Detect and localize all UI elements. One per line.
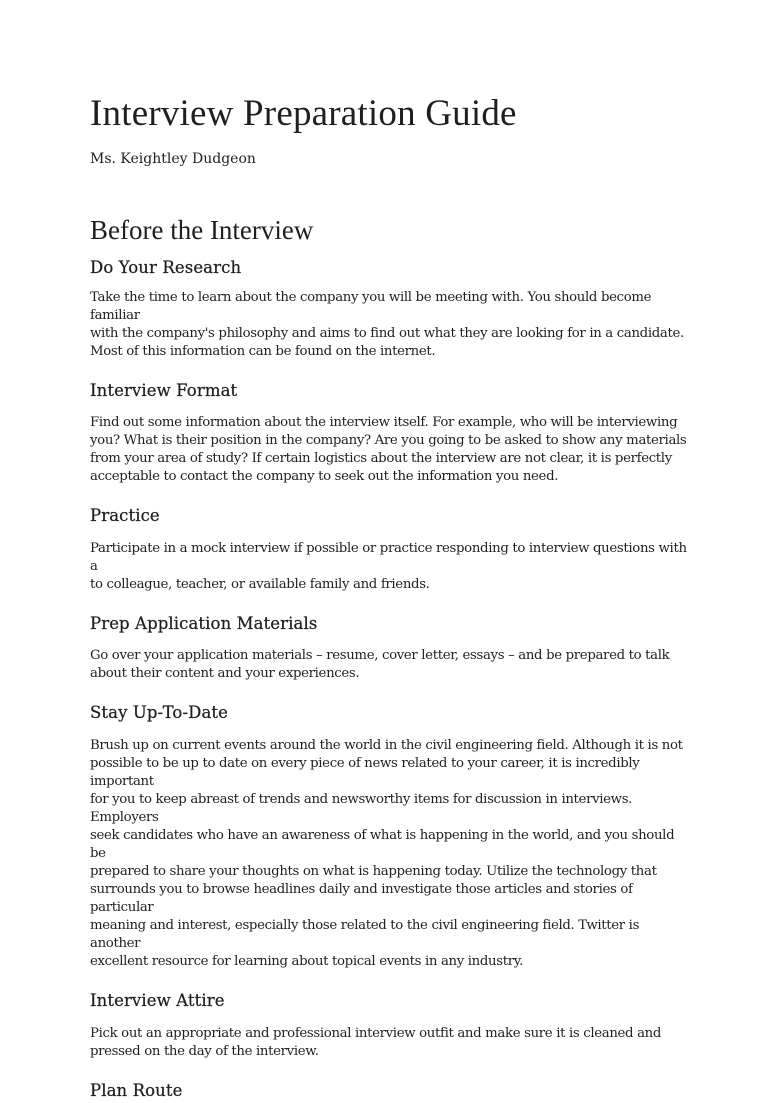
paragraph-line: to colleague, teacher, or available family and friends. [90,577,430,592]
subsection-heading: Practice [90,506,160,525]
paragraph-line: about their content and your experiences. [90,666,360,681]
author-name: Ms. Keightley Dudgeon [90,151,256,167]
paragraph-line: Go over your application materials – resume, cover letter, essays – and be prepared to talk [90,648,670,663]
paragraph-line: Pick out an appropriate and professional interview outfit and make sure it is cleaned and [90,1026,662,1041]
subsection-heading: Stay Up-To-Date [90,703,228,722]
paragraph-line: meaning and interest, especially those related to the civil engineering field. Twitter is another [90,918,640,951]
subsection-list [90,256,690,1103]
paragraph-line: Participate in a mock interview if possible or practice responding to interview questions with a [90,541,687,574]
paragraph-line: for you to keep abreast of trends and newsworthy items for discussion in interviews. Employers [90,792,633,825]
subsection-paragraph [90,737,690,971]
subsection-paragraph [90,414,690,486]
paragraph-line: prepared to share your thoughts on what is happening today. Utilize the technology that [90,864,657,879]
section-heading: Before the Interview [90,215,314,245]
paragraph-line: seek candidates who have an awareness of what is happening in the world, and you should be [90,828,675,861]
subsection-heading: Interview Format [90,381,238,400]
subsection-heading: Interview Attire [90,991,225,1010]
document-title: Interview Preparation Guide [90,93,517,134]
subsection-paragraph [90,289,690,361]
paragraph-line: Brush up on current events around the world in the civil engineering field. Although it is not [90,738,683,753]
paragraph-line: pressed on the day of the interview. [90,1044,319,1059]
subsection-heading: Do Your Research [90,258,242,277]
subsection-heading: Plan Route [90,1081,183,1100]
paragraph-line: Most of this information can be found on the internet. [90,344,436,359]
document-body [90,92,690,1103]
paragraph-line: you? What is their position in the company? Are you going to be asked to show any materials [90,433,687,448]
paragraph-line: from your area of study? If certain logistics about the interview are not clear, it is perfectly [90,451,672,466]
paragraph-line: possible to be up to date on every piece of news related to your career, it is incredibly important [90,756,640,789]
paragraph-line: surrounds you to browse headlines daily and investigate those articles and stories of particular [90,882,633,915]
subsection-paragraph [90,647,690,683]
subsection-paragraph [90,540,690,594]
subsection-paragraph [90,1025,690,1061]
subsection-heading: Prep Application Materials [90,614,318,633]
paragraph-line: Take the time to learn about the company you will be meeting with. You should become familiar [90,290,652,323]
paragraph-line: excellent resource for learning about topical events in any industry. [90,954,524,969]
paragraph-line: Find out some information about the interview itself. For example, who will be interviewing [90,415,678,430]
paragraph-line: acceptable to contact the company to seek out the information you need. [90,469,559,484]
paragraph-line: with the company's philosophy and aims to find out what they are looking for in a candidate. [90,326,684,341]
